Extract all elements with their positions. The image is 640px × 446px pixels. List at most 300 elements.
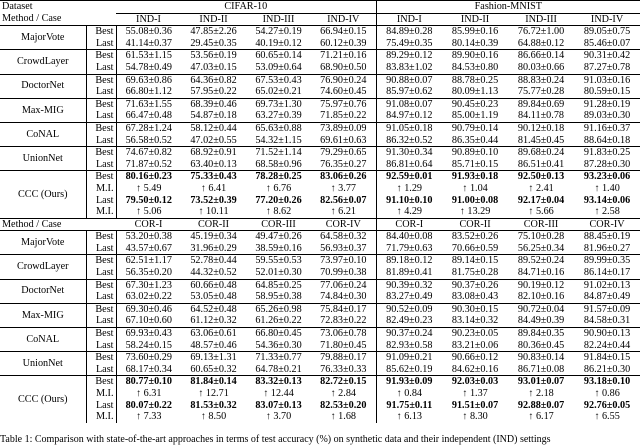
table-cell: 82.72±0.15 <box>311 376 376 388</box>
table-cell: 86.51±0.41 <box>517 158 565 170</box>
table-cell: 88.45±0.19 <box>583 231 631 243</box>
table-cell: 84.62±0.16 <box>451 363 499 375</box>
table-cell: 53.05±0.48 <box>190 291 237 303</box>
table-cell: 56.93±0.37 <box>311 243 376 255</box>
table-cell: ↑ 6.17 <box>528 411 554 423</box>
method-name: UnionNet <box>0 352 86 376</box>
table-cell: 54.87±0.18 <box>190 110 237 122</box>
column-header: COR-I <box>116 218 181 231</box>
table-cell: 73.97±0.10 <box>311 255 376 267</box>
method-case-label: Method / Case <box>0 13 116 26</box>
table-cell: ↑ 6.41 <box>200 182 227 194</box>
table-cell: 69.93±0.43 <box>116 328 181 340</box>
metric-label: Last <box>86 291 116 303</box>
table-cell: 80.36±0.45 <box>517 339 565 351</box>
method-case-label: Method / Case <box>0 218 116 231</box>
table-cell: 88.83±0.24 <box>508 74 574 86</box>
table-cell: ↑ 6.76 <box>265 182 292 194</box>
table-cell: 90.89±0.10 <box>442 147 508 159</box>
table-cell: 89.84±0.69 <box>508 98 574 110</box>
table-cell: 88.64±0.18 <box>583 134 631 146</box>
table-row <box>0 352 640 364</box>
table-row <box>0 267 640 279</box>
table-cell: 81.75±0.28 <box>451 267 499 279</box>
table-cell: 45.19±0.34 <box>190 231 237 243</box>
table-row <box>0 62 640 74</box>
table-cell: 86.32±0.52 <box>386 134 433 146</box>
table-cell: 71.79±0.63 <box>386 242 433 254</box>
metric-label: Best <box>86 279 116 291</box>
metric-label: M.I. <box>86 206 116 218</box>
table-cell: 80.59±0.15 <box>583 86 631 98</box>
table-cell: 91.57±0.09 <box>574 303 640 315</box>
table-cell: 90.23±0.05 <box>442 328 508 340</box>
table-cell: 66.94±0.15 <box>311 26 376 38</box>
table-cell: 71.63±1.55 <box>116 98 181 110</box>
table-cell: 60.65±0.32 <box>190 363 237 375</box>
table-cell: 52.01±0.30 <box>255 267 302 279</box>
table-cell: 83.52±0.26 <box>451 231 499 243</box>
table-row <box>0 98 640 110</box>
table-cell: ↑ 0.86 <box>594 388 620 399</box>
table-cell: 69.30±0.46 <box>116 303 181 315</box>
table-cell: 83.32±0.13 <box>246 376 311 388</box>
table-cell: 81.53±0.32 <box>190 399 237 411</box>
table-row <box>0 364 640 376</box>
table-cell: 88.78±0.25 <box>442 74 508 86</box>
table-cell: 69.73±1.30 <box>246 98 311 110</box>
table-cell: 90.31±0.42 <box>574 50 640 62</box>
table-cell: 58.95±0.38 <box>255 291 302 303</box>
table-cell: 78.28±0.25 <box>246 171 311 183</box>
table-cell: 60.12±0.39 <box>311 38 376 50</box>
table-cell: 93.23±0.06 <box>574 171 640 183</box>
metric-label: Last <box>86 315 116 327</box>
table-cell: 55.08±0.36 <box>125 26 172 38</box>
table-cell: 70.66±0.59 <box>451 242 499 254</box>
table-row <box>0 206 640 218</box>
table-cell: 91.75±0.11 <box>386 399 433 411</box>
metric-label: Last <box>86 110 116 122</box>
table-cell: 89.52±0.24 <box>508 255 574 267</box>
table-row <box>0 279 640 291</box>
column-header: IND-III <box>508 13 574 26</box>
table-cell: 63.02±0.22 <box>125 291 172 303</box>
table-row <box>0 303 640 315</box>
table-cell: 66.80±1.12 <box>125 86 172 98</box>
metric-label: Best <box>86 50 116 62</box>
table-cell: 76.33±0.33 <box>311 364 376 376</box>
table-cell: 68.17±0.34 <box>125 363 172 375</box>
table-row <box>0 388 640 400</box>
table-cell: 48.57±0.46 <box>190 339 237 351</box>
table-row <box>0 135 640 147</box>
column-header: IND-I <box>376 13 442 26</box>
table-cell: 73.06±0.78 <box>311 328 376 340</box>
table-cell: 44.32±0.52 <box>190 267 237 279</box>
table-cell: 75.77±0.28 <box>517 86 565 98</box>
table-row <box>0 171 640 183</box>
table-cell: 93.14±0.06 <box>583 194 631 206</box>
table-cell: 67.10±0.60 <box>125 315 172 327</box>
table-cell: 85.97±0.62 <box>386 86 433 98</box>
table-cell: 83.14±0.32 <box>451 315 499 327</box>
table-cell: 79.29±0.65 <box>311 147 376 159</box>
table-cell: 75.97±0.76 <box>311 98 376 110</box>
table-cell: 65.26±0.98 <box>246 303 311 315</box>
method-name: CCC (Ours) <box>0 171 86 218</box>
table-cell: 86.66±0.14 <box>508 50 574 62</box>
metric-label: M.I. <box>86 388 116 400</box>
table-cell: 81.45±0.45 <box>517 134 565 146</box>
table-cell: ↑ 1.68 <box>311 411 376 423</box>
table-cell: 92.76±0.05 <box>583 399 631 411</box>
metric-label: Last <box>86 86 116 98</box>
table-cell: 91.93±0.09 <box>376 376 442 388</box>
method-name: UnionNet <box>0 147 86 171</box>
column-header: COR-IV <box>574 218 640 231</box>
metric-label: Best <box>86 98 116 110</box>
table-row <box>0 376 640 388</box>
table-cell: 68.58±0.96 <box>255 158 302 170</box>
table-cell: ↑ 7.33 <box>136 411 162 423</box>
table-cell: ↑ 1.37 <box>462 388 488 399</box>
table-row <box>0 195 640 207</box>
table-cell: ↑ 12.71 <box>198 388 229 399</box>
table-cell: 83.06±0.26 <box>311 171 376 183</box>
column-header: COR-III <box>508 218 574 231</box>
table-cell: 90.12±0.18 <box>508 122 574 134</box>
table-cell: 75.33±0.43 <box>181 171 246 183</box>
metric-label: Last <box>86 38 116 50</box>
table-cell: 91.93±0.18 <box>442 171 508 183</box>
table-cell: 66.80±0.45 <box>246 328 311 340</box>
table-cell: 90.90±0.13 <box>574 328 640 340</box>
table-cell: 67.28±1.24 <box>116 122 181 134</box>
table-cell: 91.02±0.13 <box>574 279 640 291</box>
table-cell: ↑ 4.29 <box>396 206 423 218</box>
table-cell: 73.89±0.09 <box>311 122 376 134</box>
table-cell: ↑ 2.58 <box>594 206 620 218</box>
table-cell: 90.66±0.12 <box>442 352 508 364</box>
table-cell: 49.47±0.26 <box>255 231 302 243</box>
column-header: IND-IV <box>311 13 376 26</box>
column-header: IND-II <box>181 13 246 26</box>
table-cell: 47.02±0.55 <box>190 134 237 146</box>
table-cell: 89.05±0.75 <box>583 26 631 38</box>
table-cell: 84.11±0.78 <box>518 110 565 122</box>
table-cell: 61.26±0.22 <box>255 315 302 327</box>
metric-label: Best <box>86 328 116 340</box>
table-cell: 82.10±0.16 <box>517 291 565 303</box>
table-cell: 81.84±0.14 <box>181 376 246 388</box>
table-cell: ↑ 6.31 <box>136 388 162 399</box>
table-cell: 83.27±0.49 <box>386 291 433 303</box>
method-name: MajorVote <box>0 26 86 50</box>
table-cell: 70.99±0.38 <box>311 267 376 279</box>
metric-label: Best <box>86 303 116 315</box>
table-cell: 91.08±0.07 <box>376 98 442 110</box>
table-cell: 91.03±0.16 <box>574 74 640 86</box>
table-cell: 89.29±0.12 <box>376 50 442 62</box>
table-cell: 65.02±0.21 <box>255 86 302 98</box>
table-cell: 58.24±0.15 <box>125 339 172 351</box>
table-cell: ↑ 0.84 <box>396 388 423 399</box>
metric-label: Last <box>86 364 116 376</box>
table-cell: 91.16±0.37 <box>574 122 640 134</box>
table-cell: ↑ 2.41 <box>528 182 554 194</box>
table-cell: 89.99±0.35 <box>574 255 640 267</box>
table-cell: 71.52±1.14 <box>246 147 311 159</box>
method-name: CoNAL <box>0 328 86 352</box>
column-header: COR-I <box>376 218 442 231</box>
table-cell: 80.03±0.66 <box>517 61 565 73</box>
table-cell: ↑ 6.21 <box>311 206 376 218</box>
table-cell: ↑ 10.11 <box>198 206 229 218</box>
table-cell: 63.06±0.61 <box>181 328 246 340</box>
table-row <box>0 315 640 327</box>
table-cell: 54.27±0.19 <box>255 26 302 38</box>
table-cell: 76.72±1.00 <box>517 26 565 38</box>
table-cell: 89.14±0.15 <box>442 255 508 267</box>
table-cell: 74.67±0.82 <box>116 147 181 159</box>
table-cell: 54.32±1.15 <box>255 134 302 146</box>
table-cell: 91.05±0.18 <box>376 122 442 134</box>
table-cell: 91.84±0.15 <box>574 352 640 364</box>
table-cell: 67.30±1.23 <box>116 279 181 291</box>
table-cell: 80.14±0.39 <box>451 37 499 49</box>
table-cell: 80.77±0.10 <box>116 376 181 388</box>
metric-label: Last <box>86 159 116 171</box>
table-cell: 53.20±0.38 <box>125 231 172 243</box>
metric-label: Last <box>86 243 116 255</box>
table-cell: 82.93±0.58 <box>386 339 433 351</box>
table-cell: 53.56±0.19 <box>181 50 246 62</box>
table-cell: 64.85±0.25 <box>246 279 311 291</box>
column-header-row <box>0 218 640 231</box>
table-cell: 90.52±0.09 <box>376 303 442 315</box>
method-name: CrowdLayer <box>0 50 86 74</box>
table-cell: ↑ 12.44 <box>263 388 294 399</box>
table-cell: 89.18±0.12 <box>376 255 442 267</box>
column-header-row <box>0 13 640 26</box>
table-cell: ↑ 2.84 <box>311 388 376 400</box>
metric-label: M.I. <box>86 411 116 423</box>
table-row <box>0 291 640 303</box>
table-row <box>0 122 640 134</box>
metric-label: Last <box>86 135 116 147</box>
table-row <box>0 340 640 352</box>
table-row <box>0 38 640 50</box>
method-name: Max-MIG <box>0 303 86 327</box>
table-cell: 92.59±0.01 <box>376 171 442 183</box>
method-name: DoctorNet <box>0 74 86 98</box>
metric-label: Last <box>86 267 116 279</box>
table-cell: 68.92±0.91 <box>181 147 246 159</box>
column-header: IND-I <box>116 13 181 26</box>
table-cell: 38.59±0.16 <box>255 242 302 254</box>
table-cell: 56.35±0.20 <box>125 267 172 279</box>
table-cell: 85.99±0.16 <box>451 26 499 38</box>
table-cell: 60.66±0.48 <box>181 279 246 291</box>
table-cell: 63.27±0.39 <box>255 110 302 122</box>
table-cell: 91.10±0.10 <box>386 194 433 206</box>
table-cell: ↑ 13.29 <box>459 206 491 218</box>
table-cell: 84.53±0.80 <box>451 61 499 73</box>
table-cell: 73.60±0.29 <box>116 352 181 364</box>
table-cell: 64.36±0.82 <box>181 74 246 86</box>
table-cell: 85.62±0.19 <box>386 363 433 375</box>
table-cell: 93.01±0.07 <box>508 376 574 388</box>
table-cell: 85.00±1.19 <box>451 110 499 122</box>
column-header: IND-IV <box>574 13 640 26</box>
table-cell: 91.30±0.34 <box>376 147 442 159</box>
table-cell: 69.13±1.31 <box>181 352 246 364</box>
table-cell: 82.53±0.20 <box>311 400 376 412</box>
table-cell: 40.19±0.12 <box>255 37 302 49</box>
table-cell: 91.09±0.21 <box>376 352 442 364</box>
table-cell: 87.28±0.30 <box>583 158 631 170</box>
table-cell: 77.06±0.24 <box>311 279 376 291</box>
table-cell: 64.52±0.48 <box>181 303 246 315</box>
table-cell: 81.96±0.27 <box>583 242 631 254</box>
table-cell: 47.85±2.26 <box>190 26 237 38</box>
table-cell: 64.58±0.32 <box>311 231 376 243</box>
table-cell: 81.89±0.41 <box>386 267 433 279</box>
table-cell: 90.45±0.23 <box>442 98 508 110</box>
table-cell: 71.33±0.77 <box>246 352 311 364</box>
table-cell: 74.60±0.45 <box>311 86 376 98</box>
table-cell: 82.56±0.07 <box>311 195 376 207</box>
table-cell: 89.84±0.35 <box>508 328 574 340</box>
table-cell: 71.85±0.22 <box>311 110 376 122</box>
table-cell: 84.58±0.31 <box>583 315 631 327</box>
table-cell: 41.14±0.37 <box>125 37 172 49</box>
table-row <box>0 411 640 423</box>
dataset-label: Dataset <box>0 1 116 14</box>
table-cell: 77.20±0.26 <box>255 194 302 206</box>
table-cell: 52.78±0.44 <box>181 255 246 267</box>
table-cell: 80.16±0.23 <box>116 171 181 183</box>
table-cell: 76.90±0.24 <box>311 74 376 86</box>
table-cell: 73.52±0.39 <box>190 194 237 206</box>
table-cell: 62.51±1.17 <box>116 255 181 267</box>
table-cell: ↑ 3.70 <box>265 411 292 423</box>
column-header: IND-II <box>442 13 508 26</box>
table-cell: 85.46±0.07 <box>583 37 631 49</box>
metric-label: Best <box>86 255 116 267</box>
column-header: IND-III <box>246 13 311 26</box>
table-cell: ↑ 2.18 <box>528 388 554 399</box>
table-cell: 93.18±0.10 <box>574 376 640 388</box>
table-cell: 90.30±0.15 <box>442 303 508 315</box>
table-row <box>0 255 640 267</box>
table-cell: 83.07±0.13 <box>255 399 302 411</box>
method-name: Max-MIG <box>0 98 86 122</box>
table-cell: 68.90±0.50 <box>311 62 376 74</box>
column-header: COR-III <box>246 218 311 231</box>
table-cell: 56.58±0.52 <box>125 134 172 146</box>
table-cell: 75.10±0.28 <box>517 231 565 243</box>
metric-label: Best <box>86 122 116 134</box>
table-cell: 86.21±0.30 <box>583 363 631 375</box>
table-row <box>0 110 640 122</box>
metric-label: Best <box>86 171 116 183</box>
table-cell: 69.61±0.63 <box>311 135 376 147</box>
column-header: COR-II <box>181 218 246 231</box>
table-cell: 80.07±0.22 <box>125 399 172 411</box>
method-name: MajorVote <box>0 231 86 255</box>
table-cell: 84.89±0.28 <box>386 26 433 38</box>
table-cell: 58.12±0.44 <box>181 122 246 134</box>
table-cell: 83.83±1.02 <box>386 61 433 73</box>
table-row <box>0 159 640 171</box>
table-cell: 53.09±0.64 <box>255 61 302 73</box>
table-cell: 90.88±0.07 <box>376 74 442 86</box>
table-row <box>0 50 640 62</box>
table-cell: 90.19±0.12 <box>508 279 574 291</box>
metric-label: Best <box>86 74 116 86</box>
column-header: COR-IV <box>311 218 376 231</box>
table-cell: 86.14±0.17 <box>583 267 631 279</box>
table-cell: 83.21±0.06 <box>451 339 499 351</box>
table-cell: ↑ 1.29 <box>396 182 423 194</box>
table-caption: Table 1: Comparison with state-of-the-art approaches in terms of test accuracy (%) on synthetic data and their independent (IND) settings <box>0 434 551 445</box>
table-cell: ↑ 5.06 <box>136 206 162 218</box>
table-cell: ↑ 8.50 <box>200 411 227 423</box>
table-cell: 71.21±0.16 <box>311 50 376 62</box>
table-cell: ↑ 1.40 <box>594 182 620 194</box>
table-cell: 89.03±0.30 <box>583 110 631 122</box>
table-cell: 60.65±0.14 <box>246 50 311 62</box>
table-cell: 86.71±0.08 <box>517 363 565 375</box>
table-cell: 84.97±0.12 <box>386 110 433 122</box>
table-cell: 87.27±0.78 <box>583 61 631 73</box>
table-cell: 79.50±0.12 <box>125 194 172 206</box>
table-row <box>0 231 640 243</box>
table-cell: 86.35±0.44 <box>451 134 499 146</box>
table-cell: 43.57±0.67 <box>125 242 172 254</box>
table-cell: ↑ 5.49 <box>136 182 162 194</box>
table-cell: 90.83±0.14 <box>508 352 574 364</box>
table-cell: 75.84±0.17 <box>311 303 376 315</box>
table-cell: 57.95±0.22 <box>190 86 237 98</box>
table-cell: 92.50±0.13 <box>508 171 574 183</box>
table-cell: ↑ 6.55 <box>594 411 620 423</box>
table-cell: ↑ 5.66 <box>528 206 554 218</box>
table-row <box>0 328 640 340</box>
table-row <box>0 183 640 195</box>
table-cell: 31.96±0.29 <box>190 242 237 254</box>
column-header: COR-II <box>442 218 508 231</box>
table-cell: 56.25±0.34 <box>517 242 565 254</box>
table-cell: 86.81±0.64 <box>386 158 433 170</box>
table-cell: 67.53±0.43 <box>246 74 311 86</box>
metric-label: M.I. <box>86 183 116 195</box>
table-cell: 92.88±0.07 <box>517 399 565 411</box>
metric-label: Last <box>86 195 116 207</box>
metric-label: Best <box>86 352 116 364</box>
table-cell: ↑ 1.04 <box>462 182 488 194</box>
table-cell: 92.17±0.04 <box>517 194 565 206</box>
table-cell: 84.87±0.49 <box>583 291 631 303</box>
table-cell: 54.78±0.49 <box>125 61 172 73</box>
table-cell: ↑ 8.62 <box>265 206 292 218</box>
table-cell: 54.36±0.30 <box>255 339 302 351</box>
metric-label: Last <box>86 62 116 74</box>
table-cell: 89.68±0.24 <box>508 147 574 159</box>
cifar10-header: CIFAR-10 <box>116 1 376 14</box>
